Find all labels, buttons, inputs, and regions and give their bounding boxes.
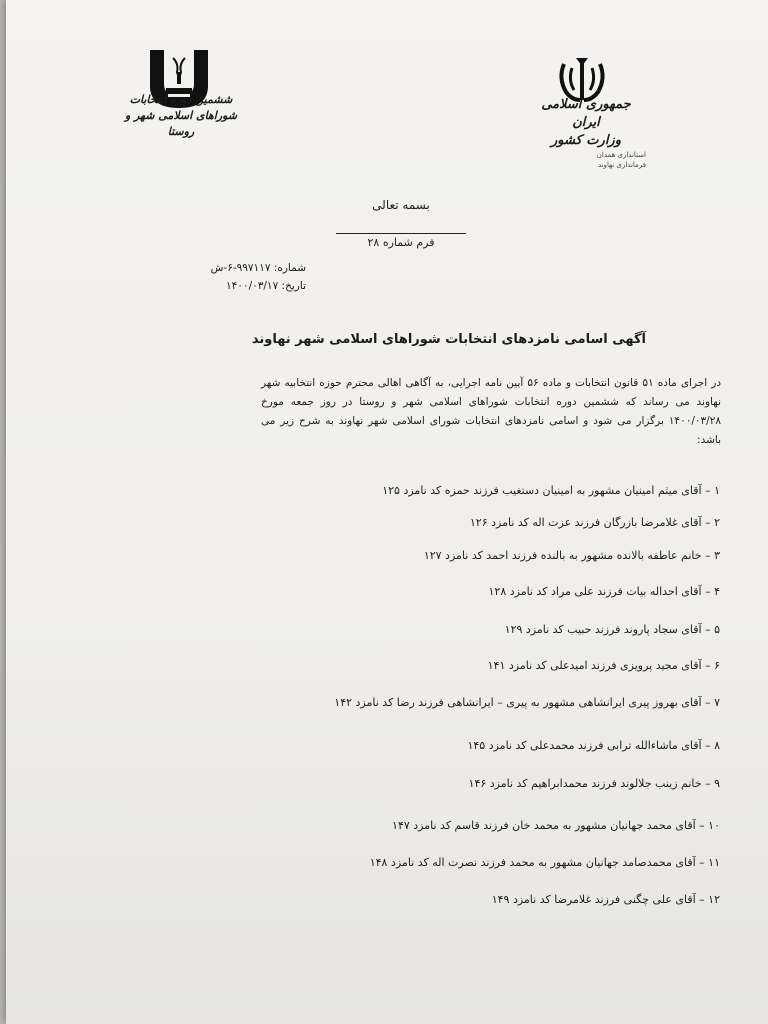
form-number: فرم شماره ۲۸ xyxy=(367,236,435,249)
ministry-logo-line-2: وزارت کشور xyxy=(551,133,621,148)
election-logo-line-1: ششمین دوره انتخابات xyxy=(129,93,233,106)
candidate-item: ۱ – آقای میثم امینیان مشهور به امینیان دستغیب فرزند حمزه کد نامزد ۱۲۵ xyxy=(382,484,720,497)
candidate-item: ۹ – خانم زینب جلالوند فرزند محمدابراهیم کد نامزد ۱۴۶ xyxy=(468,777,720,790)
notice-headline: آگهی اسامی نامزدهای انتخابات شوراهای اسلامی شهر نهاوند xyxy=(251,332,646,347)
candidate-item: ۵ – آقای سجاد پاروند فرزند حبیب کد نامزد ۱۲۹ xyxy=(504,623,720,636)
candidate-item: ۶ – آقای مجید پرویزی فرزند امیدعلی کد نامزد ۱۴۱ xyxy=(487,659,720,672)
candidate-item: ۷ – آقای بهروز پیری ایرانشاهی مشهور به پیری – ایرانشاهی فرزند رضا کد نامزد ۱۴۲ xyxy=(334,696,720,709)
ministry-sub-line-1: استانداری همدان xyxy=(596,151,646,159)
form-rule xyxy=(336,233,466,234)
candidate-item: ۳ – خانم عاطفه بالانده مشهور به بالنده فرزند احمد کد نامزد ۱۲۷ xyxy=(423,549,720,562)
election-logo-text xyxy=(116,92,246,140)
candidate-item: ۴ – آقای احداله بیات فرزند علی مراد کد نامزد ۱۲۸ xyxy=(488,585,720,598)
ministry-sub-line-2: فرمانداری نهاوند xyxy=(597,161,646,169)
election-logo-line-2: شوراهای اسلامی شهر و روستا xyxy=(124,109,238,138)
document-page xyxy=(6,0,768,1024)
ministry-sub-text xyxy=(566,150,646,170)
candidate-item: ۱۰ – آقای محمد جهانیان مشهور به محمد خان فرزند قاسم کد نامزد ۱۴۷ xyxy=(392,819,720,832)
letter-number: شماره: ۹۹۷۱۱۷-۶-ش xyxy=(210,262,306,274)
candidate-item: ۱۱ – آقای محمدصامد جهانیان مشهور به محمد فرزند نصرت اله کد نامزد ۱۴۸ xyxy=(369,856,720,869)
notice-intro: در اجرای ماده ۵۱ قانون انتخابات و ماده ۵۶ آیین نامه اجرایی، به آگاهی اهالی محترم حوزه انتخابیه شهر نهاوند می رساند که ششمین دوره انتخابات شوراهای اسلامی شهر و روستا در روز جمعه مورخ ۱۴۰۰/۰۳/۲۸ برگزار می شود و اسامی نامزدهای انتخابات شورای اسلامی شهر نهاوند به شرح زیر می باشد: xyxy=(261,377,722,446)
ministry-logo-text xyxy=(526,96,646,150)
bismillah: بسمه تعالی xyxy=(372,198,430,212)
candidate-item: ۲ – آقای غلامرضا بازرگان فرزند عزت اله کد نامزد ۱۲۶ xyxy=(469,516,720,529)
ministry-logo-line-1: جمهوری اسلامی ایران xyxy=(541,97,631,130)
candidate-item: ۸ – آقای ماشاءالله ترابی فرزند محمدعلی کد نامزد ۱۴۵ xyxy=(467,739,720,752)
candidate-item: ۱۲ – آقای علی چگنی فرزند غلامرضا کد نامزد ۱۴۹ xyxy=(491,893,720,906)
letter-date: تاریخ: ۱۴۰۰/۰۳/۱۷ xyxy=(226,280,306,292)
